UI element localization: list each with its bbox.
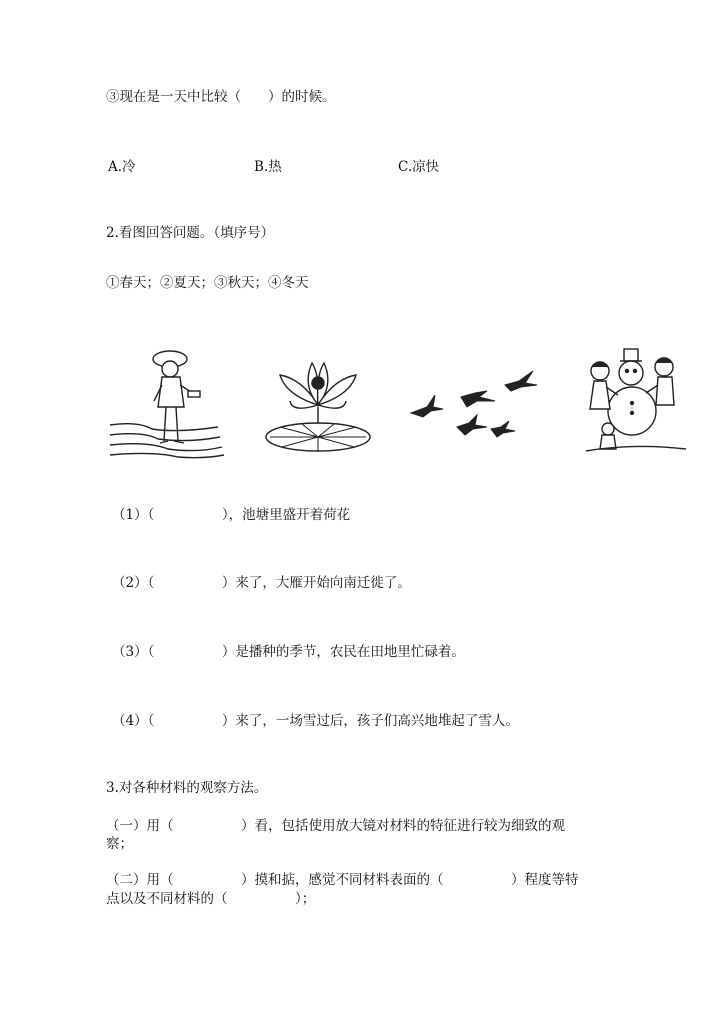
- wild-geese-illustration: [405, 345, 545, 445]
- question-title: 3.对各种材料的观察方法。: [106, 780, 268, 796]
- farmer-sowing-illustration: [108, 345, 226, 460]
- fill-item-3: （3）（ ）是播种的季节，农民在田地里忙碌着。: [112, 644, 465, 660]
- part-1-line-2: 察；: [106, 836, 133, 852]
- question-title: 2.看图回答问题。（填序号）: [106, 225, 275, 241]
- fill-item-1: （1）（ ），池塘里盛开着荷花: [112, 507, 351, 523]
- fill-item-2: （2）（ ）来了，大雁开始向南迁徙了。: [112, 575, 411, 591]
- part-1-line-1: （一）用（ ）看，包括使用放大镜对材料的特征进行较为细致的观: [106, 818, 565, 834]
- snowman-illustration: [584, 345, 688, 455]
- option-a: A.冷: [108, 159, 136, 175]
- fill-item-4: （4）（ ）来了，一场雪过后，孩子们高兴地堆起了雪人。: [112, 713, 519, 729]
- option-c: C.凉快: [398, 159, 440, 175]
- question-stem: ③现在是一天中比较（ ）的时候。: [106, 89, 336, 105]
- season-legend: ①春天；②夏天；③秋天；④冬天: [106, 275, 309, 291]
- lotus-illustration: [262, 345, 374, 455]
- part-2-line-2: 点以及不同材料的（ ）；: [106, 891, 316, 907]
- part-2-line-1: （二）用（ ）摸和掂，感觉不同材料表面的（ ）程度等特: [106, 872, 579, 888]
- option-b: B.热: [254, 159, 282, 175]
